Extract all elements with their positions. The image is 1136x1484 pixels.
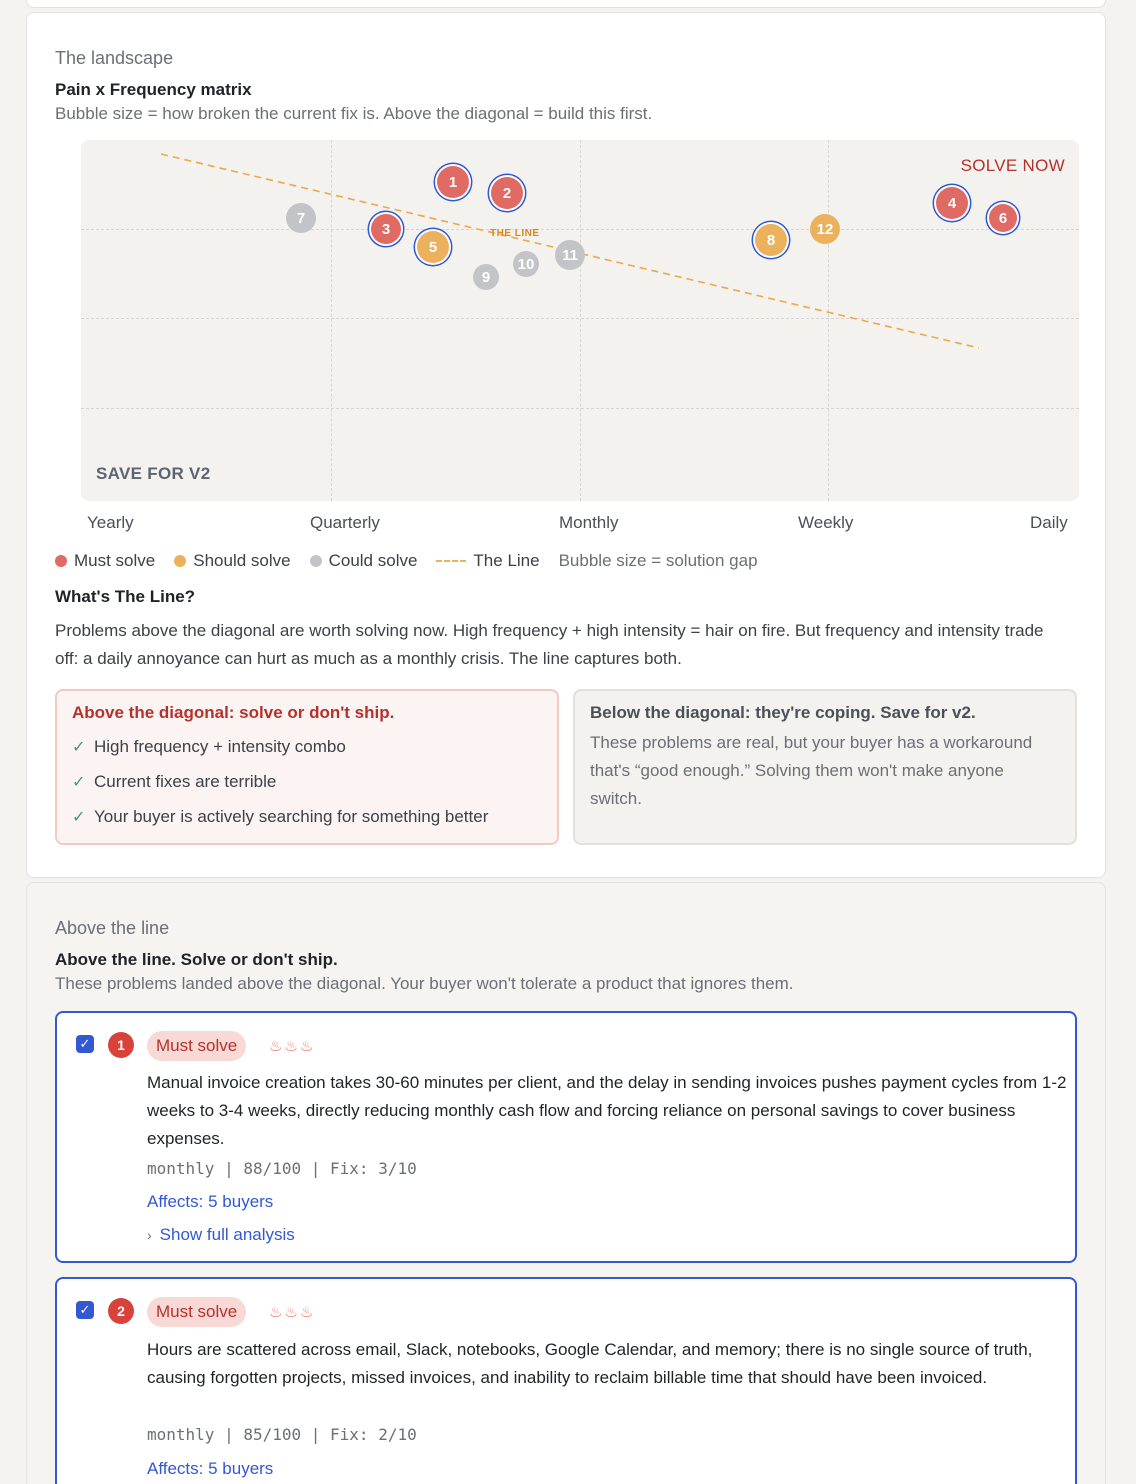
dashed-line-icon <box>436 560 466 562</box>
check-icon: ✓ <box>72 738 86 756</box>
section-eyebrow: Above the line <box>55 918 170 938</box>
legend-label: Should solve <box>193 551 291 570</box>
show-full-analysis-toggle[interactable] <box>147 1225 295 1245</box>
list-item-text: Current fixes are terrible <box>94 771 277 791</box>
problem-description: Manual invoice creation takes 30-60 minutes per client, and the delay in sending invoices pushes payment cycles from 1-2 weeks to 3-4 weeks, directly reducing monthly cash flow and forcing reliance on personal savings to cover business expenses. <box>147 1073 1067 1148</box>
bubble-point[interactable]: 6 <box>989 204 1017 232</box>
below-diagonal-box <box>573 689 1077 845</box>
affects-link[interactable]: Affects: 5 buyers <box>147 1192 274 1211</box>
legend-item-could <box>310 551 418 571</box>
landscape-card <box>26 12 1106 878</box>
problem-number: 2 <box>108 1298 134 1324</box>
x-tick-label: Quarterly <box>310 513 380 532</box>
legend-item-line <box>436 551 539 571</box>
legend-label: Could solve <box>328 551 418 570</box>
list-item-text: Your buyer is actively searching for something better <box>94 806 489 826</box>
bubble-point[interactable]: 8 <box>755 224 787 256</box>
affects-link[interactable]: Affects: 5 buyers <box>147 1459 274 1478</box>
flame-icon: ♨♨♨ <box>269 1038 316 1055</box>
above-diagonal-title: Above the diagonal: solve or don't ship. <box>72 703 395 722</box>
show-full-analysis-label: Show full analysis <box>159 1225 295 1244</box>
chart-legend <box>55 551 777 571</box>
zone-label-solve-now: SOLVE NOW <box>960 156 1065 175</box>
x-tick-label: Yearly <box>87 513 134 532</box>
matrix-title: Pain x Frequency matrix <box>55 80 252 99</box>
matrix-subtitle: Bubble size = how broken the current fix is. Above the diagonal = build this first. <box>55 104 653 123</box>
line-explainer-body: Problems above the diagonal are worth solving now. High frequency + high intensity = hair on fire. But frequency and intensity trade off: a daily annoyance can hurt as much as a monthly crisis. The line captures both. <box>55 621 1044 668</box>
section-eyebrow: The landscape <box>55 48 174 68</box>
pain-frequency-matrix <box>81 140 1079 501</box>
list-item <box>72 799 542 834</box>
below-diagonal-title: Below the diagonal: they're coping. Save for v2. <box>590 703 976 722</box>
the-line-diagonal <box>81 140 1079 501</box>
legend-label: The Line <box>473 551 540 570</box>
x-tick-label: Daily <box>1030 513 1068 532</box>
problem-description: Hours are scattered across email, Slack, notebooks, Google Calendar, and memory; there is no single source of truth, causing forgotten projects, missed invoices, and inability to reclaim billable time that should have been invoiced. <box>147 1340 1033 1387</box>
bubble-point[interactable]: 3 <box>371 214 401 244</box>
severity-badge: Must solve <box>147 1031 246 1061</box>
list-item-text: High frequency + intensity combo <box>94 736 346 756</box>
legend-item-must <box>55 551 155 571</box>
bubble-point[interactable]: 9 <box>473 264 499 290</box>
could-dot-icon <box>310 555 322 567</box>
must-dot-icon <box>55 555 67 567</box>
problem-number: 1 <box>108 1032 134 1058</box>
bubble-point[interactable]: 1 <box>437 166 469 198</box>
problem-meta: monthly | 88/100 | Fix: 3/10 <box>147 1159 417 1178</box>
bubble-point[interactable]: 2 <box>491 177 523 209</box>
bubble-point[interactable]: 7 <box>286 203 316 233</box>
checkbox[interactable]: ✓ <box>76 1035 94 1053</box>
previous-card <box>26 0 1106 8</box>
bubble-point[interactable]: 4 <box>936 187 968 219</box>
below-diagonal-body: These problems are real, but your buyer has a workaround that's “good enough.” Solving them won't make anyone switch. <box>590 733 1033 808</box>
list-item <box>72 764 542 799</box>
problem-card[interactable] <box>55 1011 1077 1263</box>
above-the-line-card <box>26 882 1106 1484</box>
check-icon: ✓ <box>72 808 86 826</box>
problem-card[interactable] <box>55 1277 1077 1484</box>
line-explainer-title: What's The Line? <box>55 587 196 606</box>
check-icon: ✓ <box>72 773 86 791</box>
bubble-point[interactable]: 5 <box>417 231 449 263</box>
zone-label-save-for-v2: SAVE FOR V2 <box>96 464 211 483</box>
the-line-label: THE LINE <box>490 228 540 239</box>
x-tick-label: Monthly <box>559 513 619 532</box>
legend-label: Must solve <box>74 551 156 570</box>
bubble-point[interactable]: 11 <box>555 240 585 270</box>
above-line-subtitle: These problems landed above the diagonal. Your buyer won't tolerate a product that ignores them. <box>55 974 794 993</box>
flame-icon: ♨♨♨ <box>269 1304 316 1321</box>
problem-meta: monthly | 85/100 | Fix: 2/10 <box>147 1425 417 1444</box>
bubble-point[interactable]: 12 <box>810 214 840 244</box>
checkbox[interactable]: ✓ <box>76 1301 94 1319</box>
severity-badge: Must solve <box>147 1297 246 1327</box>
above-diagonal-box <box>55 689 559 845</box>
legend-size-note: Bubble size = solution gap <box>558 551 758 570</box>
legend-item-should <box>174 551 290 571</box>
above-line-title: Above the line. Solve or don't ship. <box>55 950 338 969</box>
chevron-right-icon: › <box>147 1227 152 1243</box>
should-dot-icon <box>174 555 186 567</box>
x-tick-label: Weekly <box>798 513 854 532</box>
list-item <box>72 729 542 764</box>
bubble-point[interactable]: 10 <box>513 251 539 277</box>
